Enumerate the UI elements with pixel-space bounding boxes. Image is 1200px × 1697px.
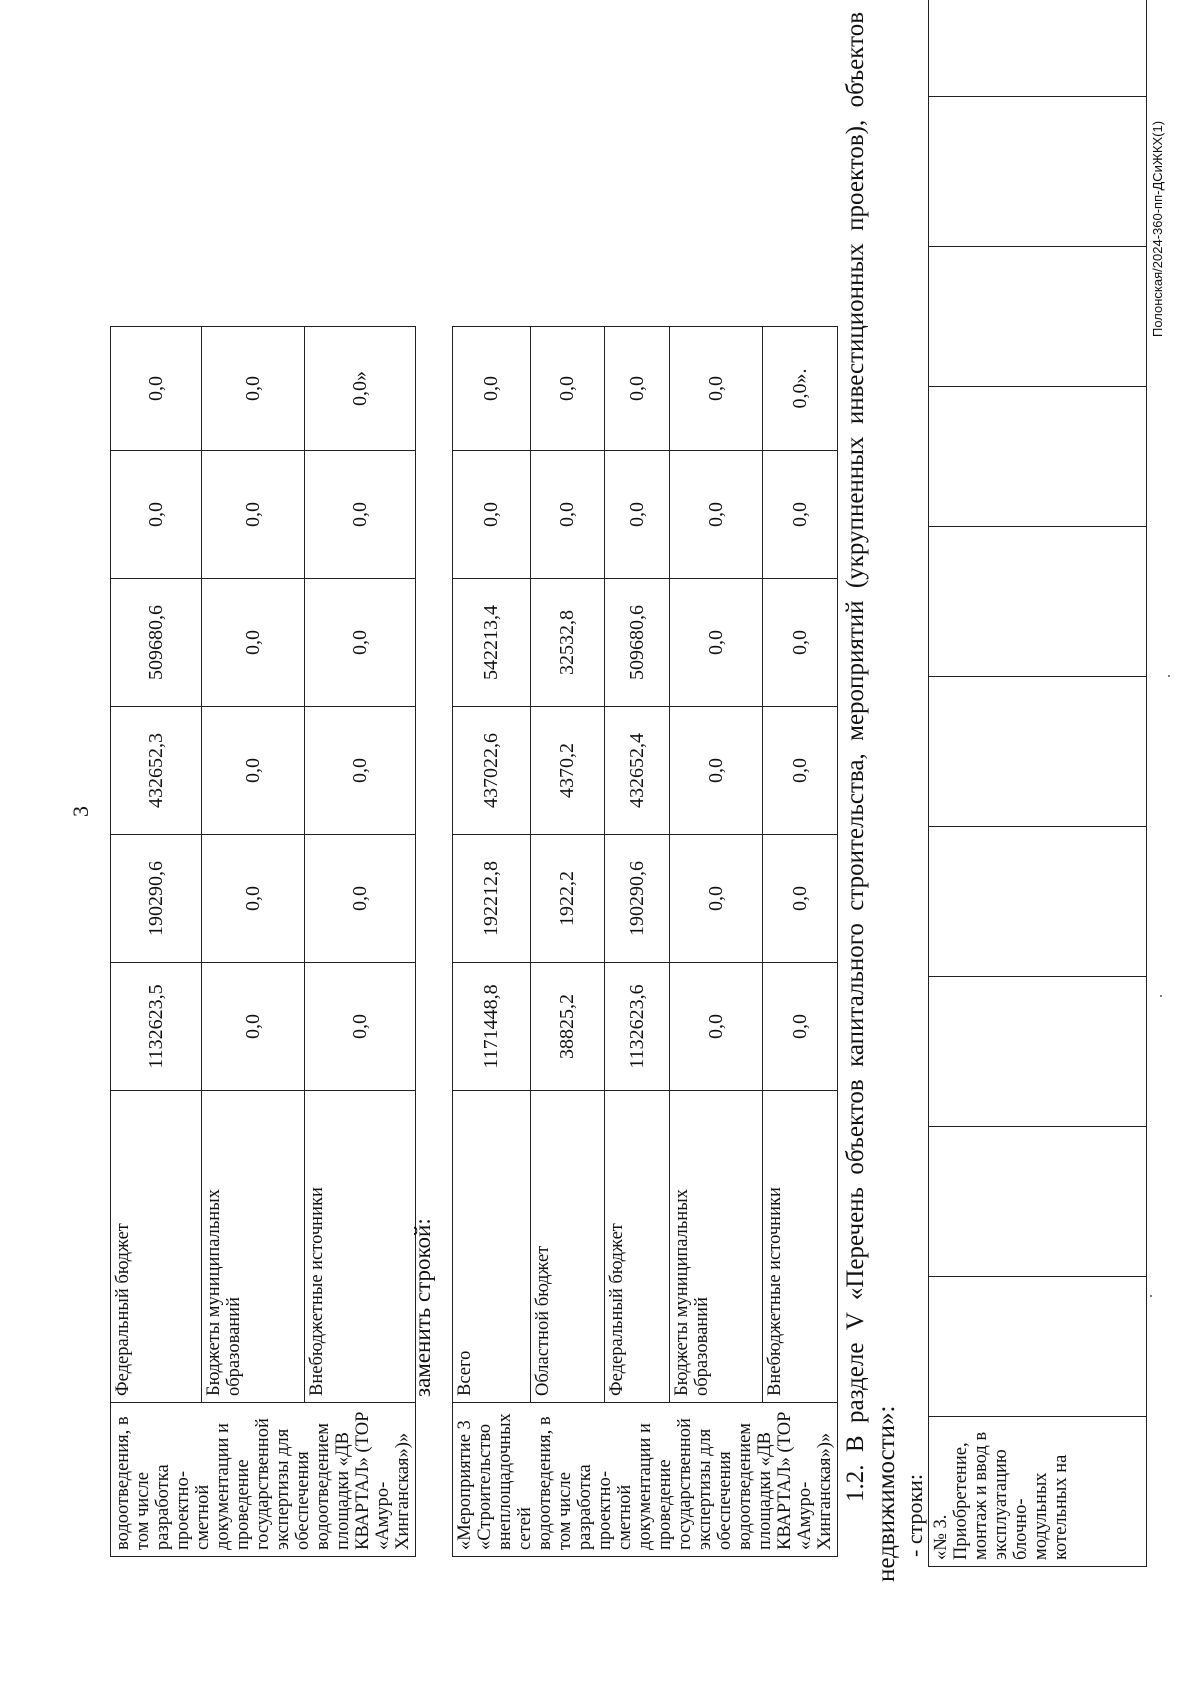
- value-cell: 509680,6: [605, 579, 670, 707]
- value-cell: 0,0: [304, 579, 415, 707]
- value-cell: 0,0».: [763, 327, 838, 451]
- value-cell: 0,0: [453, 327, 531, 451]
- object-cell: «№ 3. Приобретение, монтаж и ввод в эксплуатацию блочно-модульных котельных на: [929, 1417, 1147, 1567]
- value-cell: 0,0: [201, 327, 304, 451]
- value-cell: 0,0: [201, 707, 304, 835]
- value-cell: 0,0: [201, 963, 304, 1091]
- table-top: [110, 326, 416, 1557]
- source-cell: Областной бюджет: [530, 1091, 605, 1403]
- value-cell: 0,0»: [304, 327, 415, 451]
- value-cell: 32532,8: [530, 579, 605, 707]
- empty-cell: [929, 527, 1147, 677]
- table-row: [201, 327, 304, 1557]
- table-row: [111, 327, 202, 1557]
- table-row: [763, 327, 838, 1557]
- table-row: [304, 327, 415, 1557]
- empty-cell: [929, 827, 1147, 977]
- table-row: [929, 0, 1147, 1567]
- value-cell: 0,0: [304, 963, 415, 1091]
- value-cell: 0,0: [605, 451, 670, 579]
- table-replacement: [452, 326, 838, 1557]
- empty-cell: [929, 97, 1147, 247]
- table-row: [453, 327, 531, 1557]
- source-cell: Всего: [453, 1091, 531, 1403]
- value-cell: 0,0: [201, 451, 304, 579]
- merged-cell: «Мероприятие 3 «Строительство внеплощадочных сетей водоотведения, в том числе разработка проектно-сметной документации и проведение государственной экспертизы для обеспечения водоотведением площадки «ДВ КВАРТАЛ» (ТОР «Амуро-Хинганская»)»: [453, 1403, 838, 1557]
- value-cell: 190290,6: [111, 835, 202, 963]
- value-cell: 0,0: [605, 327, 670, 451]
- value-cell: 4370,2: [530, 707, 605, 835]
- value-cell: 1922,2: [530, 835, 605, 963]
- table-row: [605, 327, 670, 1557]
- source-cell: Бюджеты муниципальных образований: [670, 1091, 763, 1403]
- empty-cell: [929, 1277, 1147, 1417]
- rows-label: - строки:: [902, 1473, 927, 1557]
- empty-cell: [929, 977, 1147, 1127]
- value-cell: 0,0: [530, 327, 605, 451]
- value-cell: 0,0: [670, 327, 763, 451]
- value-cell: 0,0: [763, 579, 838, 707]
- value-cell: 38825,2: [530, 963, 605, 1091]
- table-row: [670, 327, 763, 1557]
- scan-speck: [1168, 675, 1170, 677]
- empty-cell: [929, 1127, 1147, 1277]
- value-cell: 437022,6: [453, 707, 531, 835]
- empty-cell: [929, 0, 1147, 97]
- value-cell: 0,0: [304, 451, 415, 579]
- value-cell: 1171448,8: [453, 963, 531, 1091]
- value-cell: 0,0: [111, 451, 202, 579]
- merged-cell: водоотведения, в том числе разработка проектно-сметной документации и проведение государственной экспертизы для обеспечения водоотведением площадки «ДВ КВАРТАЛ» (ТОР «Амуро-Хинганская»)»: [111, 1403, 416, 1557]
- value-cell: 1132623,5: [111, 963, 202, 1091]
- value-cell: 0,0: [670, 707, 763, 835]
- value-cell: 0,0: [763, 451, 838, 579]
- section-paragraph: 1.2. В разделе V «Перечень объектов капитального строительства, мероприятий (укрупненных инвестиционных проектов), объектов недвижимости»:: [842, 12, 900, 1582]
- replace-label: заменить строкой:: [410, 1218, 435, 1397]
- value-cell: 432652,4: [605, 707, 670, 835]
- value-cell: 0,0: [670, 451, 763, 579]
- table-row: [530, 327, 605, 1557]
- value-cell: 0,0: [201, 835, 304, 963]
- page-number: 3: [68, 806, 93, 817]
- scan-speck: [1150, 1295, 1152, 1297]
- empty-cell: [929, 677, 1147, 827]
- value-cell: 0,0: [670, 579, 763, 707]
- source-cell: Внебюджетные источники: [763, 1091, 838, 1403]
- value-cell: 0,0: [304, 707, 415, 835]
- source-cell: Федеральный бюджет: [605, 1091, 670, 1403]
- value-cell: 0,0: [670, 835, 763, 963]
- footer-reference: Полонская/2024-360-пп-ДСиЖКХ(1): [1150, 120, 1165, 337]
- value-cell: 0,0: [201, 579, 304, 707]
- value-cell: 432652,3: [111, 707, 202, 835]
- value-cell: 509680,6: [111, 579, 202, 707]
- source-cell: Внебюджетные источники: [304, 1091, 415, 1403]
- value-cell: 0,0: [763, 835, 838, 963]
- value-cell: 190290,6: [605, 835, 670, 963]
- value-cell: 0,0: [304, 835, 415, 963]
- value-cell: 0,0: [763, 707, 838, 835]
- value-cell: 0,0: [670, 963, 763, 1091]
- value-cell: 192212,8: [453, 835, 531, 963]
- value-cell: 1132623,6: [605, 963, 670, 1091]
- value-cell: 0,0: [111, 327, 202, 451]
- empty-cell: [929, 387, 1147, 527]
- source-cell: Федеральный бюджет: [111, 1091, 202, 1403]
- source-cell: Бюджеты муниципальных образований: [201, 1091, 304, 1403]
- value-cell: 0,0: [763, 963, 838, 1091]
- value-cell: 0,0: [453, 451, 531, 579]
- table-objects: [928, 0, 1147, 1567]
- value-cell: 542213,4: [453, 579, 531, 707]
- empty-cell: [929, 247, 1147, 387]
- scan-speck: [1160, 995, 1162, 997]
- value-cell: 0,0: [530, 451, 605, 579]
